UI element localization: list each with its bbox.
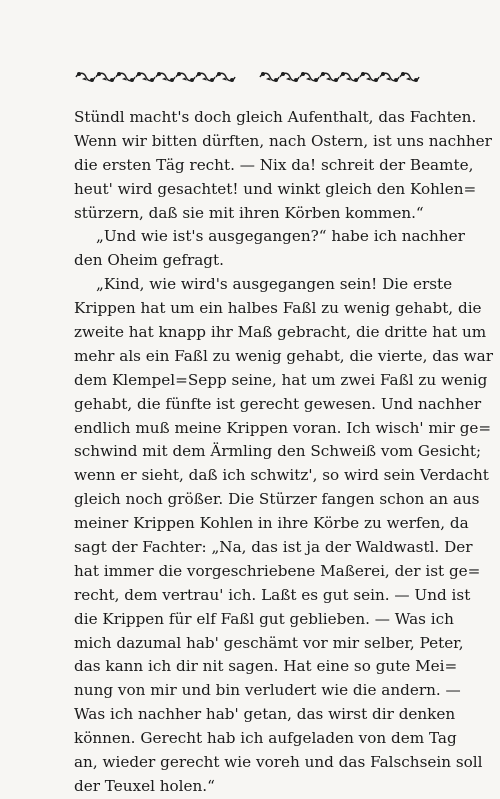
vine-ornament-icon — [258, 70, 420, 84]
header-ornament-left — [74, 70, 236, 84]
text-line: wenn er sieht, daß ich schwitz', so wird sein Verdacht — [74, 466, 489, 485]
text-line: endlich muß meine Krippen voran. Ich wisch' mir ge= — [74, 418, 492, 437]
text-line: hat immer die vorgeschriebene Maßerei, der ist ge= — [74, 561, 481, 580]
page-text — [74, 106, 493, 799]
text-line: können. Gerecht hab ich aufgeladen von dem Tag — [74, 729, 457, 748]
text-line: sagt der Fachter: „Na, das ist ja der Waldwastl. Der — [74, 538, 473, 557]
text-line: „Kind, wie wird's ausgegangen sein! Die erste — [96, 275, 453, 294]
text-line: gehabt, die fünfte ist gerecht gewesen. Und nachher — [74, 394, 482, 413]
text-line: Wenn wir bitten dürften, nach Ostern, ist uns nachher — [74, 131, 492, 150]
text-line: Was ich nachher hab' getan, das wirst dir denken — [74, 705, 456, 724]
text-line: die Krippen für elf Faßl gut geblieben. — Was ich — [74, 609, 454, 628]
text-line: die ersten Täg recht. — Nix da! schreit der Beamte, — [74, 155, 474, 174]
text-line: stürzern, daß sie mit ihren Körben kommen.“ — [74, 203, 424, 222]
text-line: meiner Krippen Kohlen in ihre Körbe zu werfen, da — [74, 514, 469, 533]
text-line: gleich noch größer. Die Stürzer fangen schon an aus — [74, 490, 480, 509]
text-line: das kann ich dir nit sagen. Hat eine so gute Mei= — [74, 657, 458, 676]
text-line: mehr als ein Faßl zu wenig gehabt, die vierte, das war — [74, 346, 493, 365]
text-line: Stündl macht's doch gleich Aufenthalt, das Fachten. — [74, 108, 477, 126]
header-ornament-right — [258, 70, 420, 84]
text-line: der Teuxel holen.“ — [74, 776, 215, 795]
text-line: mich dazumal hab' geschämt vor mir selber, Peter, — [74, 633, 464, 652]
text-line: zweite hat knapp ihr Maß gebracht, die dritte hat um — [74, 323, 487, 342]
text-line: heut' wird gesachtet! und winkt gleich den Kohlen= — [74, 179, 477, 198]
text-line: schwind mit dem Ärmling den Schweiß vom Gesicht; — [74, 442, 482, 461]
text-line: dem Klempel=Sepp seine, hat um zwei Faßl zu wenig — [74, 370, 488, 389]
text-line: nung von mir und bin verludert wie die andern. — — [74, 681, 461, 700]
text-line: „Und wie ist's ausgegangen?“ habe ich nachher — [96, 227, 465, 246]
text-line: recht, dem vertrau' ich. Laßt es gut sein. — Und ist — [74, 585, 471, 604]
text-line: an, wieder gerecht wie voreh und das Falschsein soll — [74, 753, 483, 772]
vine-ornament-icon — [74, 70, 236, 84]
text-line: Krippen hat um ein halbes Faßl zu wenig gehabt, die — [74, 299, 482, 318]
text-line: den Oheim gefragt. — [74, 251, 224, 270]
